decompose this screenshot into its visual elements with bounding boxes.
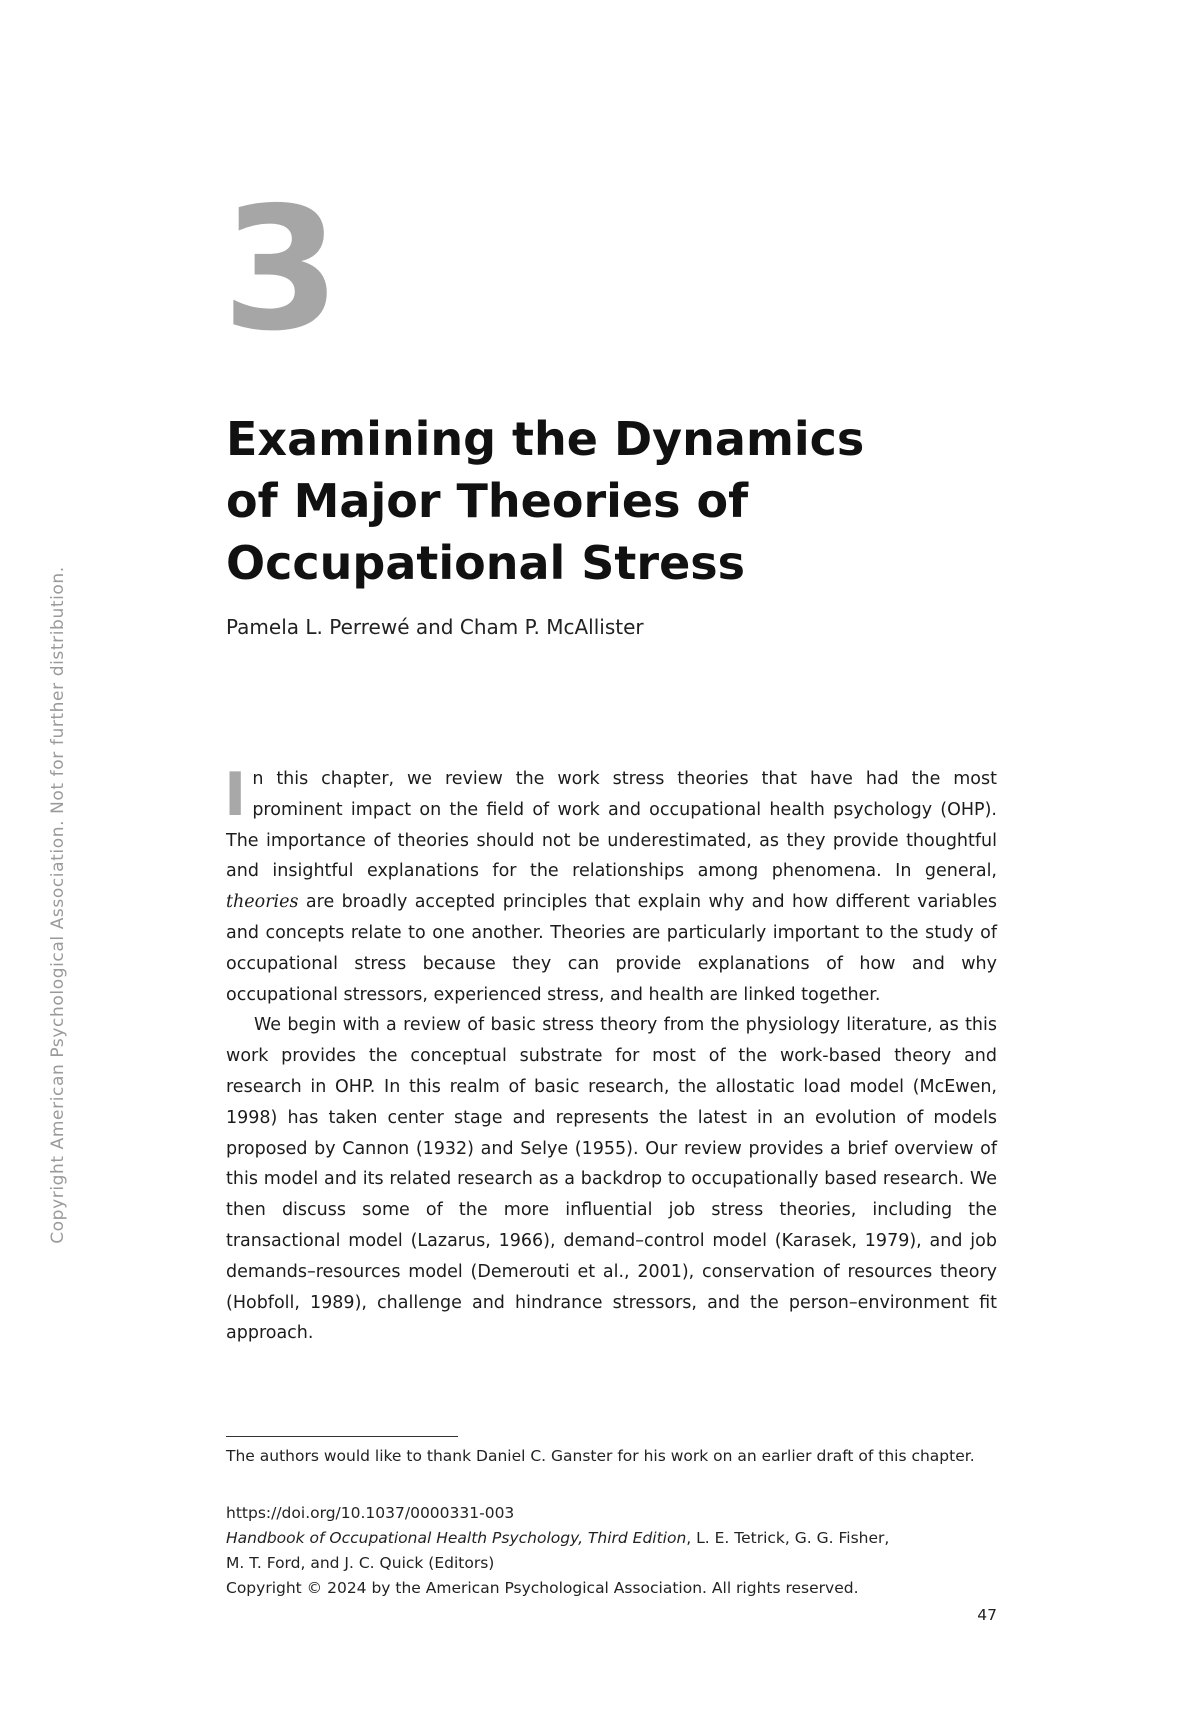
body-paragraph-2: We begin with a review of basic stress theory from the physiology literature, as this work provides the conceptual substrate for most of the work-based theory and research in OHP. In this realm of basic research, the allostatic load model (McEwen, 1998) has taken center stage and represents the latest in an evolution of models proposed by Cannon (1932) and Selye (1955). Our review provides a brief overview of this model and its related research as a backdrop to occupationally based research. We then discuss some of the more influential job stress theories, including the transactional model (Lazarus, 1966), demand–control model (Karasek, 1979), and job demands–resources model (Demerouti et al., 2001), conservation of resources theory (Hobfoll, 1989), challenge and hindrance stressors, and the person–environment fit approach. bbox=[226, 1015, 997, 1344]
chapter-title-line: of Major Theories of bbox=[226, 474, 749, 528]
doi-link[interactable]: https://doi.org/10.1037/0000331-003 bbox=[226, 1504, 515, 1522]
book-citation bbox=[226, 1526, 997, 1551]
footnote-divider bbox=[226, 1436, 458, 1437]
editors-text: , L. E. Tetrick, G. G. Fisher, bbox=[686, 1529, 890, 1547]
chapter-title-line: Occupational Stress bbox=[226, 536, 746, 590]
body-paragraph-1 bbox=[224, 760, 997, 1010]
copyright-side-notice: Copyright American Psychological Association. Not for further distribution. bbox=[48, 566, 68, 1244]
paragraph-text: n this chapter, we review the work stress theories that have had the most prominent impact on the field of work and occupational health psychology (OHP). The importance of theories should not be underestimated, as they provide thoughtful and insightful explanations for the relationships among phenomena. In general, bbox=[226, 769, 997, 882]
book-title: Handbook of Occupational Health Psychology, Third Edition bbox=[226, 1529, 687, 1547]
chapter-title-line: Examining the Dynamics bbox=[226, 412, 865, 466]
acknowledgment-footnote: The authors would like to thank Daniel C. Ganster for his work on an earlier draft of this chapter. bbox=[226, 1447, 975, 1465]
chapter-title bbox=[226, 408, 1026, 594]
chapter-number: 3 bbox=[222, 171, 337, 369]
chapter-body bbox=[224, 760, 997, 1349]
chapter-authors: Pamela L. Perrewé and Cham P. McAllister bbox=[226, 615, 644, 639]
paragraph-text: are broadly accepted principles that explain why and how different variables and concepts relate to one another. Theories are particularly important to the study of occupational stress because they can provide explanations of how and why occupational stressors, experienced stress, and health are linked together. bbox=[226, 892, 997, 1005]
publication-info bbox=[226, 1501, 997, 1601]
page-number: 47 bbox=[977, 1606, 997, 1624]
editors-text-continued: M. T. Ford, and J. C. Quick (Editors) bbox=[226, 1554, 495, 1572]
drop-cap: I bbox=[224, 760, 247, 830]
copyright-line: Copyright © 2024 by the American Psychological Association. All rights reserved. bbox=[226, 1579, 859, 1597]
italic-term: theories bbox=[226, 892, 299, 913]
